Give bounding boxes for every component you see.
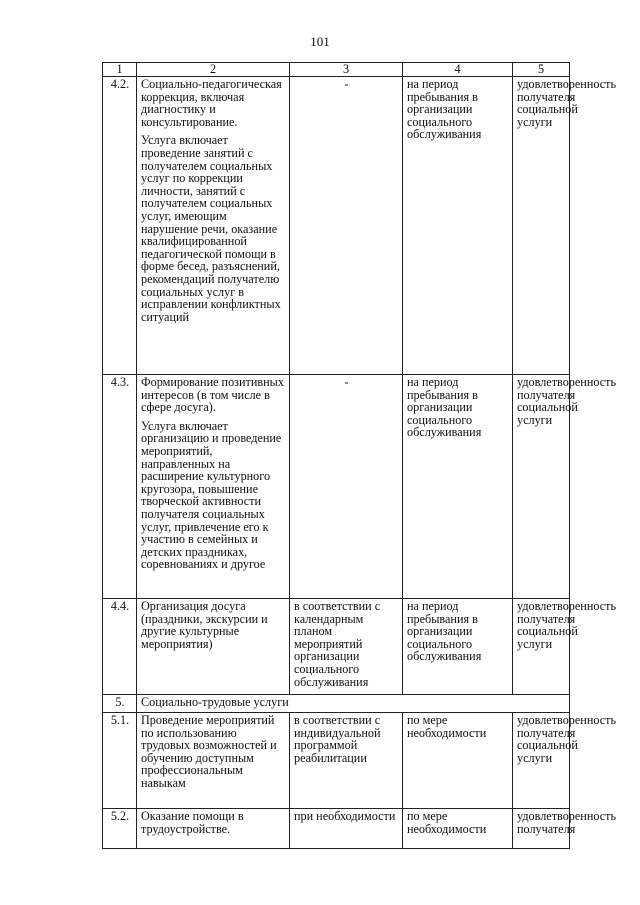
criteria-cell: удовлетворенность получателя [513, 809, 570, 849]
criteria-cell: удовлетворенность получателя социальной услуги [513, 375, 570, 599]
period-cell: на период пребывания в организации социального обслуживания [403, 599, 513, 695]
schedule-cell: - [290, 375, 403, 599]
row-number: 5.1. [103, 713, 137, 809]
table-row [103, 809, 570, 849]
section-title: Социально-трудовые услуги [137, 695, 570, 713]
section-row [103, 695, 570, 713]
row-number: 5.2. [103, 809, 137, 849]
schedule-cell: - [290, 77, 403, 375]
service-cell [137, 375, 290, 599]
service-description: Услуга включает проведение занятий с получателем социальных услуг по коррекции личности, занятий с получателем социальных услуг, имеющим нарушение речи, оказание квалифицированной педагогической помощи в форме бесед, разъяснений, рекомендаций получателю социальных услуг в исправлении конфликтных ситуаций [141, 133, 281, 324]
criteria-cell: удовлетворенность получателя социальной услуги [513, 77, 570, 375]
column-header: 1 [103, 63, 137, 77]
service-title: Проведение мероприятий по использованию трудовых возможностей и обучению доступным профессиональным навыкам [137, 713, 290, 809]
column-header: 4 [403, 63, 513, 77]
service-title: Оказание помощи в трудоустройстве. [137, 809, 290, 849]
table-header-row [103, 63, 570, 77]
service-cell [137, 77, 290, 375]
schedule-cell: при необходимости [290, 809, 403, 849]
period-cell: на период пребывания в организации социального обслуживания [403, 375, 513, 599]
period-cell: по мере необходимости [403, 809, 513, 849]
page-number: 101 [310, 34, 330, 49]
service-title: Формирование позитивных интересов (в том числе в сфере досуга). [141, 375, 284, 415]
column-header: 5 [513, 63, 570, 77]
table-row [103, 77, 570, 375]
row-number: 4.2. [103, 77, 137, 375]
row-number: 4.4. [103, 599, 137, 695]
row-number: 4.3. [103, 375, 137, 599]
services-table [102, 62, 617, 849]
table-row [103, 599, 570, 695]
service-description: Услуга включает организацию и проведение мероприятий, направленных на расширение культурного кругозора, повышение творческой активности получателя социальных услуг, привлечение его к участию в семейных и детских праздниках, соревнованиях и другое [141, 418, 282, 572]
table-row [103, 713, 570, 809]
schedule-cell: в соответствии с индивидуальной программой реабилитации [290, 713, 403, 809]
period-cell: на период пребывания в организации социального обслуживания [403, 77, 513, 375]
section-number: 5. [103, 695, 137, 713]
column-header: 2 [137, 63, 290, 77]
service-title: Организация досуга (праздники, экскурсии и другие культурные мероприятия) [137, 599, 290, 695]
service-title: Социально-педагогическая коррекция, включая диагностику и консультирование. [141, 77, 282, 129]
period-cell: по мере необходимости [403, 713, 513, 809]
column-header: 3 [290, 63, 403, 77]
criteria-cell: удовлетворенность получателя социальной услуги [513, 713, 570, 809]
criteria-cell: удовлетворенность получателя социальной услуги [513, 599, 570, 695]
table-row [103, 375, 570, 599]
schedule-cell: в соответствии с календарным планом мероприятий организации социального обслуживания [290, 599, 403, 695]
